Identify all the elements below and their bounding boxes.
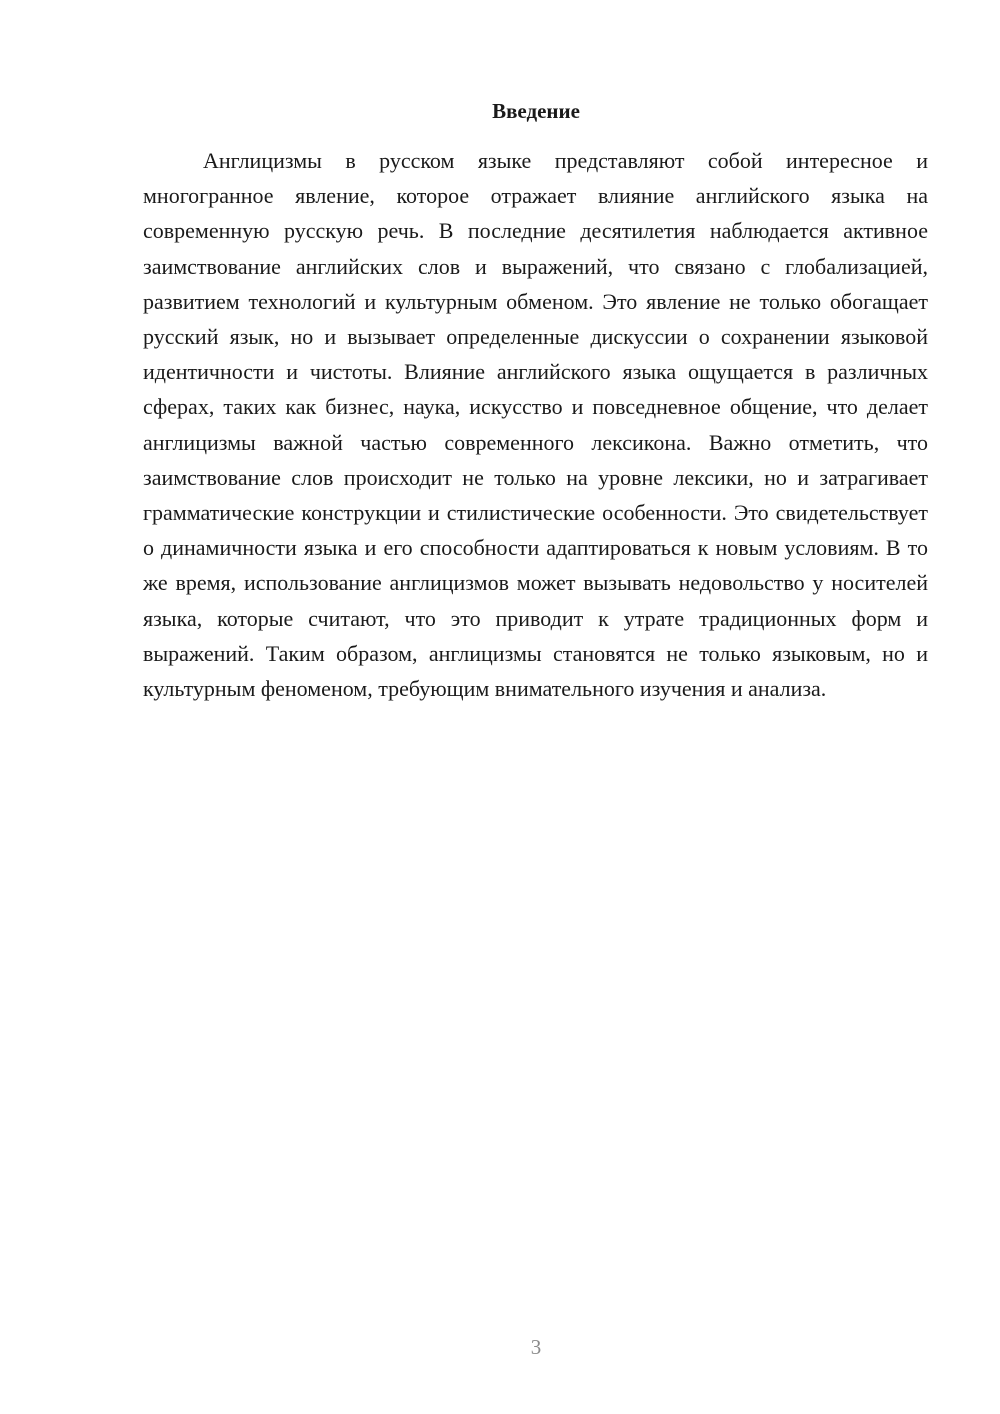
page-number: 3 bbox=[530, 1335, 542, 1359]
section-heading: Введение bbox=[492, 99, 580, 123]
body-paragraph: Англицизмы в русском языке представляют собой интересное и многогранное явление, которое отражает влияние английского языка на современную русскую речь. В последние десятилетия наблюдается активное заимствование английских слов и выражений, что связано с глобализацией, развитием технологий и культурным обменом. Это явление не только обогащает русский язык, но и вызывает определенные дискуссии о сохранении языковой идентичности и чистоты. Влияние английского языка ощущается в различных сферах, таких как бизнес, наука, искусство и повседневное общение, что делает англицизмы важной частью современного лексикона. Важно отметить, что заимствование слов происходит не только на уровне лексики, но и затрагивает грамматические конструкции и стилистические особенности. Это свидетельствует о динамичности языка и его способности адаптироваться к новым условиям. В то же время, использование англицизмов может вызывать недовольство у носителей языка, которые считают, что это приводит к утрате традиционных форм и выражений. Таким образом, англицизмы становятся не только языковым, но и культурным феноменом, требующим внимательного изучения и анализа. bbox=[143, 148, 928, 702]
